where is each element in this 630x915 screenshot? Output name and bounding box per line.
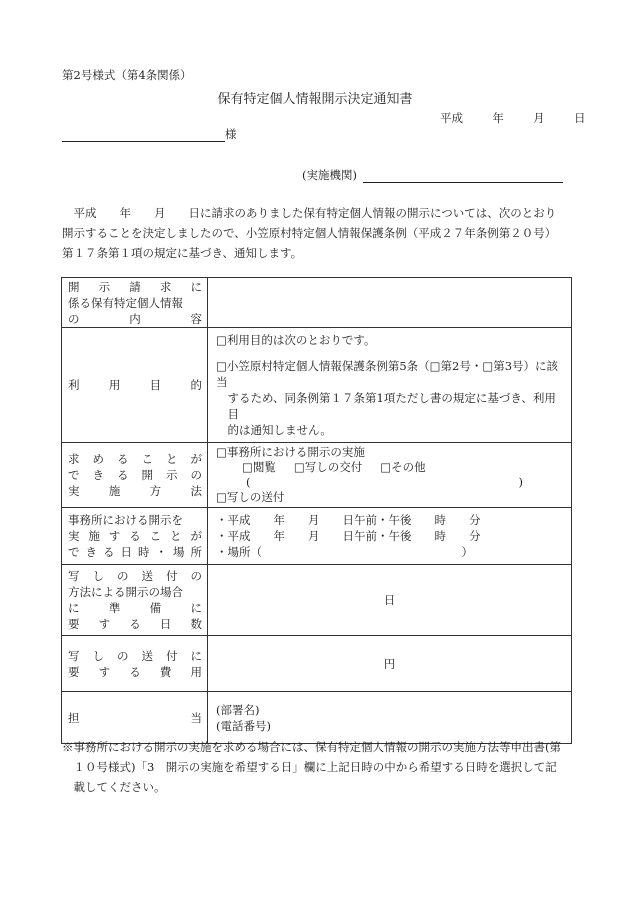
- contact-field: [208, 692, 572, 744]
- requested-info-field[interactable]: [208, 278, 572, 328]
- label-requested-info: 開 示 請 求 に 係る保有特定個人情報 の 内 容: [62, 278, 208, 328]
- footnote-line-1: ※事務所における開示の実施を求める場合には、保有特定個人情報の開示の実施方法等申出書(第: [62, 740, 561, 754]
- decision-table: [61, 277, 572, 744]
- phone-field[interactable]: (電話番号): [216, 718, 271, 733]
- method-mail-checkbox[interactable]: □写しの送付: [216, 490, 285, 504]
- label-copy-cost: 写 し の 送 付 に 要 す る 費 用: [62, 636, 208, 692]
- row-disclosure-datetime: [62, 508, 572, 565]
- label-purpose: 利 用 目 的: [62, 328, 208, 443]
- addressee-suffix: 様: [225, 127, 237, 141]
- datetime-option-2[interactable]: ・平成 年 月 日午前・午後 時 分: [216, 529, 481, 543]
- addressee-name-line: [62, 127, 225, 142]
- datetime-option-1[interactable]: ・平成 年 月 日午前・午後 時 分: [216, 513, 481, 527]
- date-year: 年: [492, 111, 504, 125]
- footnote-line-3: 載してください。: [62, 780, 166, 794]
- date-era: 平成: [440, 111, 463, 125]
- label-contact: 担 当: [62, 692, 208, 744]
- label-disclosure-datetime: 事務所における開示を 実 施 す る こ と が で き る 日 時 ・ 場 所: [62, 508, 208, 565]
- days-unit: 日: [383, 593, 396, 607]
- form-number: 第2号様式（第4条関係）: [62, 68, 192, 82]
- date-day: 日: [573, 111, 586, 125]
- method-office-checkbox[interactable]: □事務所における開示の実施: [216, 445, 365, 459]
- location-field[interactable]: ・場所（ ）: [216, 545, 473, 559]
- row-preparation-days: [62, 565, 572, 636]
- body-line-2: 開示することを決定しましたので、小笠原村特定個人情報保護条例（平成２７年条例第２０号）: [62, 226, 557, 240]
- notice-body: [62, 203, 570, 263]
- method-other-checkbox[interactable]: □その他: [380, 460, 426, 474]
- purpose-option-stated[interactable]: □利用目的は次のとおりです。: [216, 333, 376, 347]
- body-line-1: 平成 年 月 日に請求のありました保有特定個人情報の開示については、次のとおり: [62, 206, 557, 220]
- body-line-3: 第１７条第１項の規定に基づき、通知します。: [62, 246, 303, 260]
- footnote-line-2: １０号様式)「3 開示の実施を希望する日」欄に上記日時の中から希望する日時を選択して記: [62, 760, 557, 774]
- agency-name-line: [363, 168, 563, 183]
- row-disclosure-method: [62, 443, 572, 508]
- label-disclosure-method: 求 め る こ と が で き る 開 示 の 実 施 方 法: [62, 443, 208, 508]
- disclosure-datetime-field: [208, 508, 572, 565]
- row-requested-info: [62, 278, 572, 328]
- disclosure-method-field: [208, 443, 572, 508]
- row-contact: [62, 692, 572, 744]
- row-copy-cost: [62, 636, 572, 692]
- purpose-field: [208, 328, 572, 443]
- method-view-checkbox[interactable]: □閲覧: [242, 460, 276, 474]
- copy-cost-field[interactable]: [208, 636, 572, 692]
- preparation-days-field[interactable]: [208, 565, 572, 636]
- purpose-option-not-notified[interactable]: □小笠原村特定個人情報保護条例第5条（□第2号・□第3号）に該当 するため、同条例第１７条第1項ただし書の規定に基づき、利用目 的は通知しません。: [216, 359, 559, 437]
- agency-label: (実施機関): [302, 168, 357, 182]
- notice-date: [440, 110, 585, 126]
- addressee: [62, 126, 237, 142]
- footnote: [62, 737, 574, 797]
- implementing-agency: [302, 167, 563, 183]
- label-preparation-days: 写 し の 送 付 の 方法による開示の場合 に 準 備 に 要 す る 日 数: [62, 565, 208, 636]
- department-field[interactable]: (部署名): [216, 702, 260, 717]
- method-other-detail[interactable]: ( ): [246, 475, 523, 489]
- row-purpose: [62, 328, 572, 443]
- document-title: 保有特定個人情報開示決定通知書: [217, 92, 413, 107]
- yen-unit: 円: [383, 656, 396, 671]
- date-month: 月: [533, 111, 545, 125]
- method-copy-checkbox[interactable]: □写しの交付: [293, 460, 363, 474]
